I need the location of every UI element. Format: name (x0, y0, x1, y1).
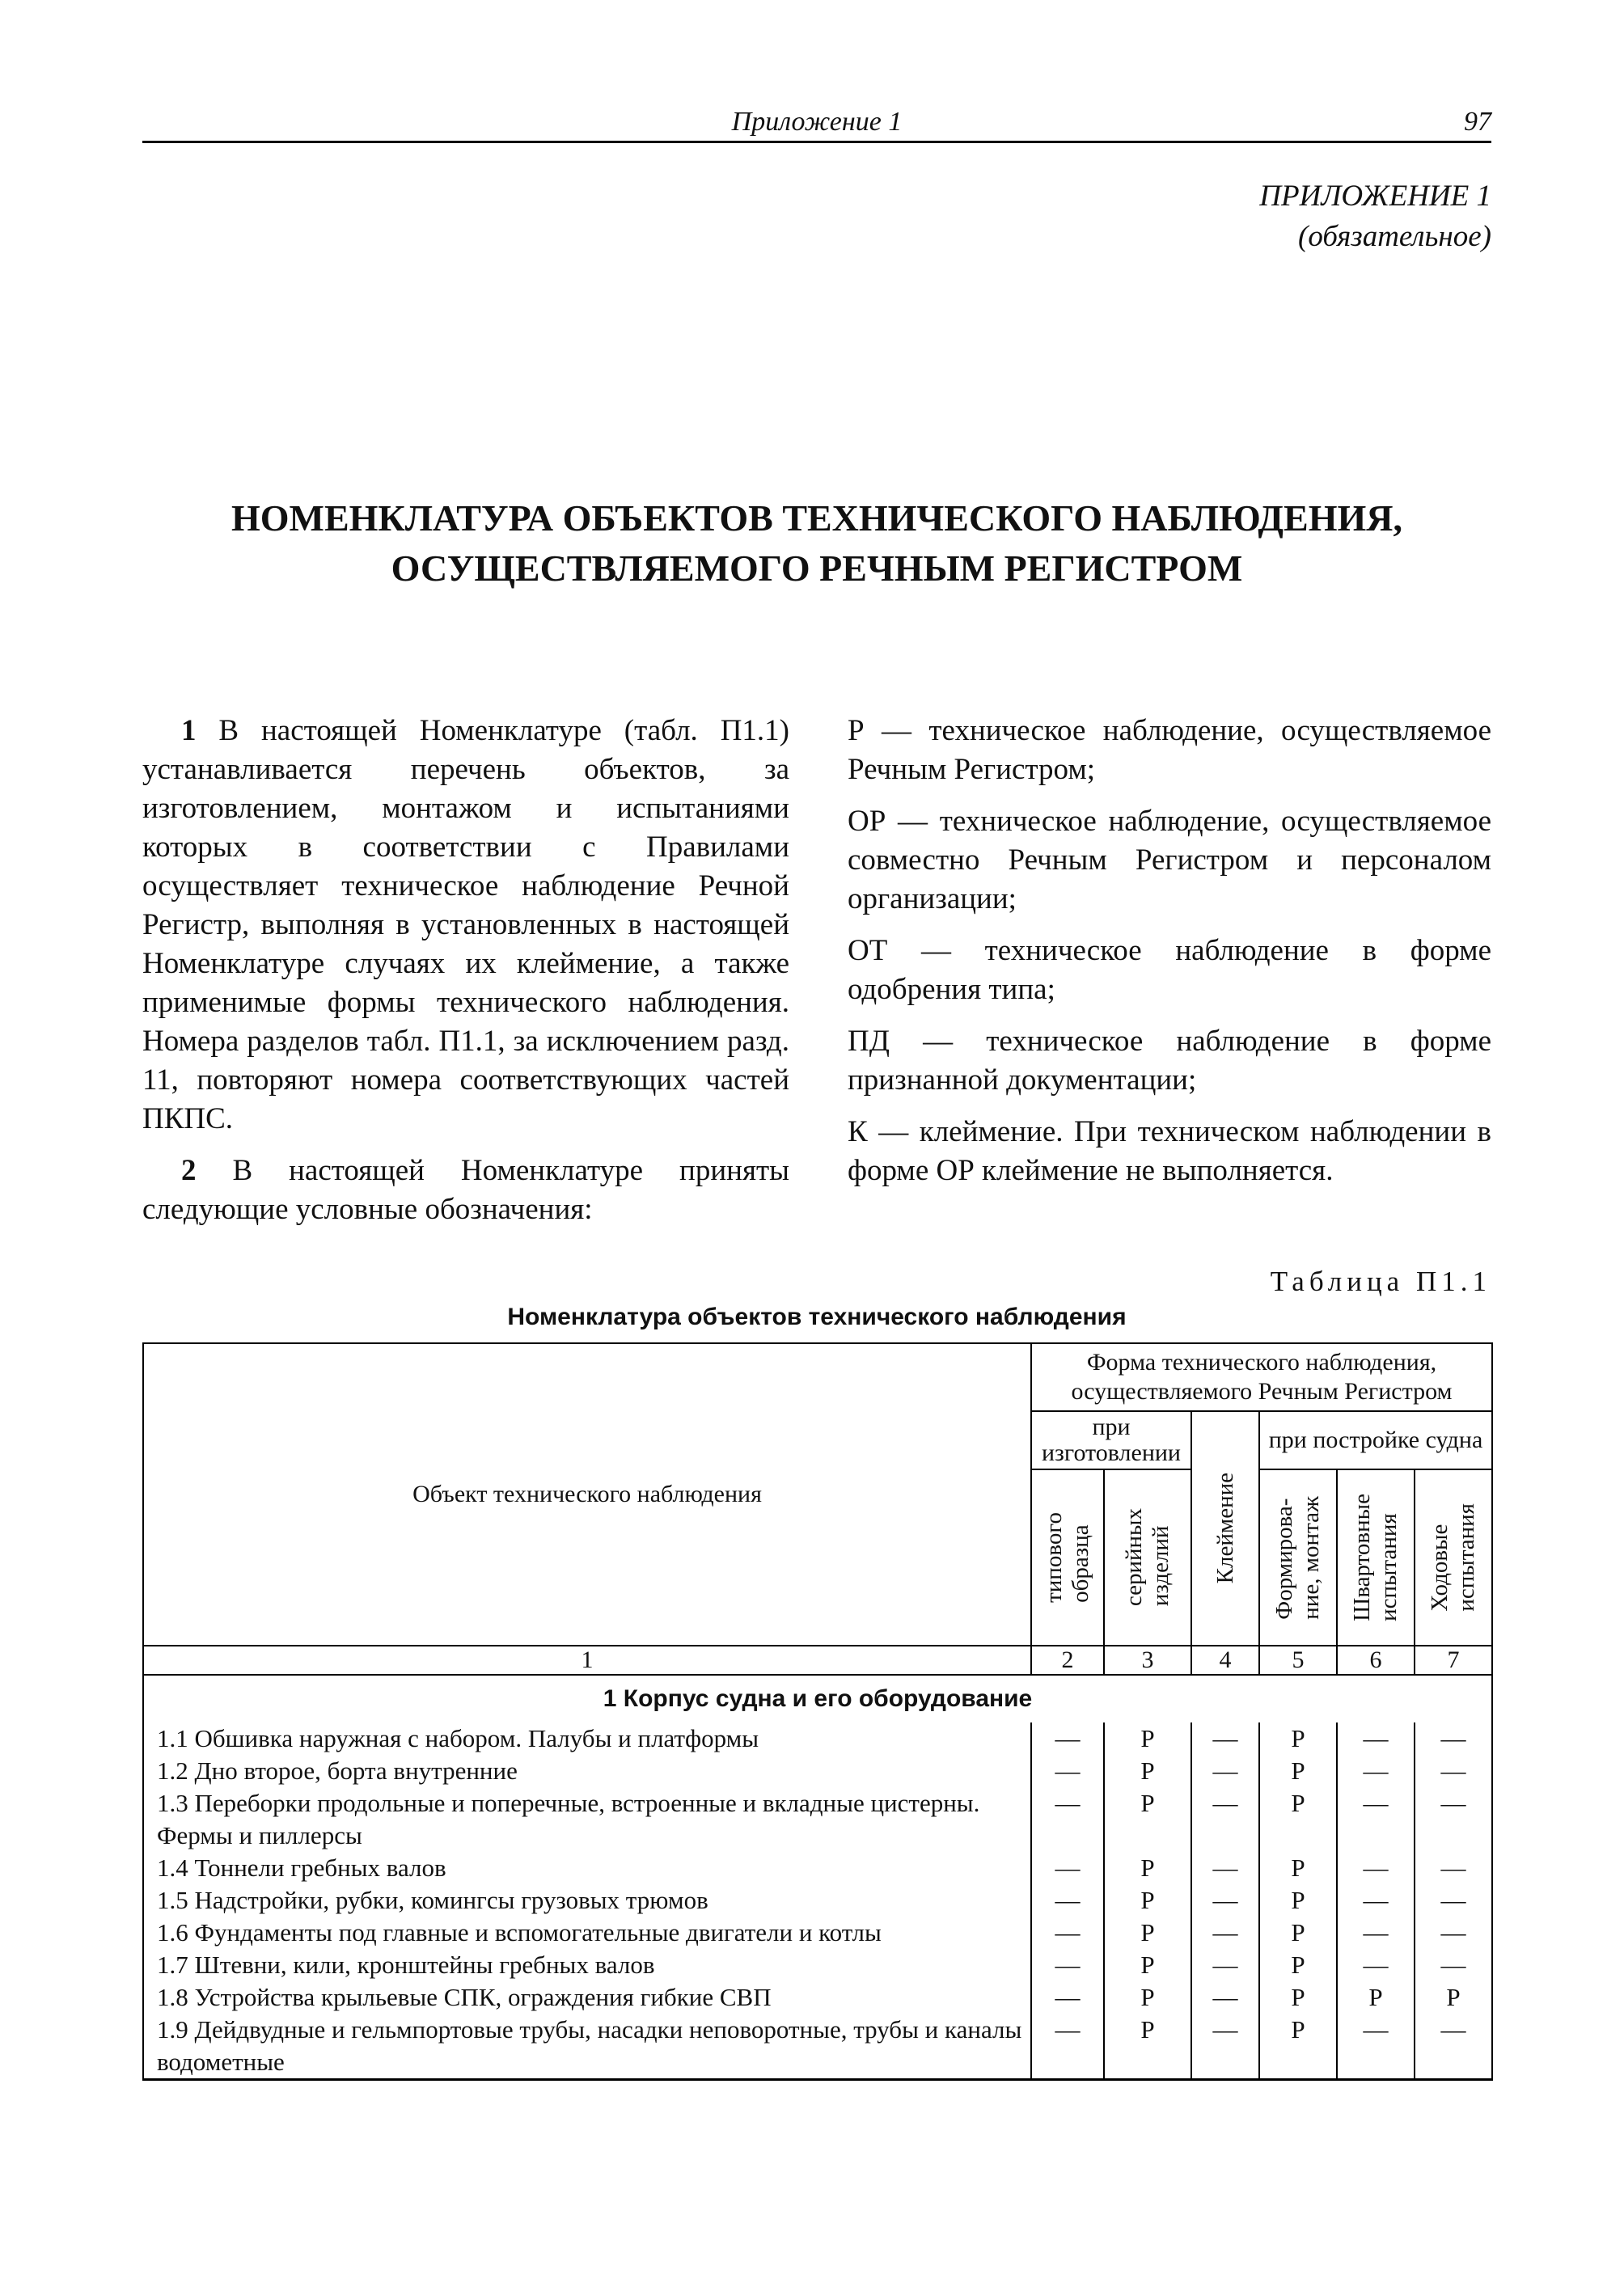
section-title: 1 Корпус судна и его оборудование (143, 1675, 1492, 1722)
table-caption: Номенклатура объектов технического наблюдения (507, 1304, 1127, 1330)
row-cell: Р (1104, 1917, 1191, 1949)
table-row (143, 2014, 1492, 2080)
row-cell: — (1031, 1917, 1104, 1949)
header-mooring: Швартовные испытания (1349, 1494, 1402, 1621)
legend-item: ПД — техническое наблюдение в форме признанной документации; (848, 1025, 1491, 1097)
row-cell: Р (1104, 1981, 1191, 2014)
row-cell: Р (1104, 2014, 1191, 2080)
document-title (142, 493, 1491, 594)
row-cell: Р (1259, 1755, 1337, 1787)
column-number: 1 (143, 1646, 1031, 1675)
table-row (143, 1852, 1492, 1884)
appendix-status: (обязательное) (1298, 220, 1491, 253)
row-object: 1.2 Дно второе, борта внутренние (143, 1755, 1031, 1787)
table-row (143, 1917, 1492, 1949)
header-form: Форма технического наблюдения, осуществляемого Речным Регистром (1031, 1343, 1492, 1411)
row-cell: Р (1104, 1722, 1191, 1755)
row-object: 1.3 Переборки продольные и поперечные, встроенные и вкладные цистерны. Фермы и пиллерсы (143, 1787, 1031, 1852)
row-cell: — (1031, 1852, 1104, 1884)
header-sea-cell (1415, 1469, 1492, 1646)
running-header-title: Приложение 1 (731, 107, 903, 137)
title-line-1: НОМЕНКЛАТУРА ОБЪЕКТОВ ТЕХНИЧЕСКОГО НАБЛЮДЕНИЯ, (230, 497, 1402, 539)
page-number: 97 (1464, 107, 1491, 137)
row-cell: — (1031, 2014, 1104, 2080)
row-cell: Р (1259, 2014, 1337, 2080)
header-forming: Формирова- ние, монтаж (1271, 1495, 1324, 1620)
appendix-label: ПРИЛОЖЕНИЕ 1 (1259, 180, 1491, 213)
row-cell: Р (1259, 1852, 1337, 1884)
row-cell: — (1031, 1949, 1104, 1981)
appendix-label-block (1259, 176, 1491, 257)
row-cell: — (1337, 1949, 1415, 1981)
header-forming-cell (1259, 1469, 1337, 1646)
header-serial: серийных изделий (1121, 1508, 1174, 1607)
row-cell: — (1415, 2014, 1492, 2080)
row-cell: — (1191, 1852, 1259, 1884)
row-cell: Р (1104, 1787, 1191, 1852)
row-cell: — (1031, 1755, 1104, 1787)
row-object: 1.5 Надстройки, рубки, комингсы грузовых трюмов (143, 1884, 1031, 1917)
right-column (848, 712, 1491, 1203)
row-cell: Р (1259, 1884, 1337, 1917)
row-cell: Р (1415, 1981, 1492, 2014)
row-cell: Р (1259, 1917, 1337, 1949)
row-cell: — (1191, 1722, 1259, 1755)
table-row (143, 1981, 1492, 2014)
header-sea: Ходовые испытания (1427, 1503, 1479, 1612)
row-cell: — (1191, 1917, 1259, 1949)
row-cell: — (1191, 1884, 1259, 1917)
row-cell: — (1415, 1722, 1492, 1755)
header-object: Объект технического наблюдения (143, 1343, 1031, 1646)
row-cell: — (1415, 1949, 1492, 1981)
row-cell: Р (1259, 1949, 1337, 1981)
row-cell: — (1337, 1787, 1415, 1852)
row-cell: — (1337, 2014, 1415, 2080)
row-cell: Р (1259, 1787, 1337, 1852)
row-cell: Р (1104, 1949, 1191, 1981)
row-cell: — (1191, 1949, 1259, 1981)
header-serial-cell (1104, 1469, 1191, 1646)
legend-item: Р — техническое наблюдение, осуществляемое Речным Регистром; (848, 714, 1491, 786)
header-construction: при постройке судна (1259, 1411, 1492, 1469)
column-number: 4 (1191, 1646, 1259, 1675)
row-cell: — (1337, 1852, 1415, 1884)
row-cell: — (1337, 1917, 1415, 1949)
paragraph-1-text: В настоящей Номенклатуре (табл. П1.1) устанавливается перечень объектов, за изготовлением, монтажом и испытаниями которых в соответствии с Правилами осуществляет техническое наблюдение Речной Регистр, выполняя в установленных в настоящей Номенклатуре случаях их клеймение, а также применимые формы технического наблюдения. Номера разделов табл. П1.1, за исключением разд. 11, повторяют номера соответствующих частей ПКПС. (142, 714, 789, 1135)
row-cell: — (1415, 1917, 1492, 1949)
legend-item: ОТ — техническое наблюдение в форме одобрения типа; (848, 934, 1491, 1006)
row-cell: — (1031, 1787, 1104, 1852)
row-cell: Р (1259, 1981, 1337, 2014)
row-cell: — (1191, 1981, 1259, 2014)
header-manufacture: при изготовлении (1031, 1411, 1191, 1469)
row-object: 1.9 Дейдвудные и гельмпортовые трубы, насадки неповоротные, трубы и каналы водометные (143, 2014, 1031, 2080)
row-cell: — (1191, 1787, 1259, 1852)
table-row (143, 1949, 1492, 1981)
table-row (143, 1722, 1492, 1755)
table-row (143, 1755, 1492, 1787)
table-row (143, 1884, 1492, 1917)
row-cell: — (1031, 1722, 1104, 1755)
paragraph-2 (142, 1152, 789, 1229)
column-number: 6 (1337, 1646, 1415, 1675)
row-cell: — (1415, 1787, 1492, 1852)
header-type-sample: типового образца (1041, 1512, 1093, 1603)
column-number: 3 (1104, 1646, 1191, 1675)
left-column (142, 712, 789, 1242)
table-row (143, 1787, 1492, 1852)
header-type-sample-cell (1031, 1469, 1104, 1646)
paragraph-1 (142, 712, 789, 1139)
row-cell: Р (1104, 1852, 1191, 1884)
row-cell: — (1337, 1755, 1415, 1787)
row-object: 1.1 Обшивка наружная с набором. Палубы и платформы (143, 1722, 1031, 1755)
table-label: Таблица П1.1 (1270, 1266, 1491, 1297)
column-number: 7 (1415, 1646, 1492, 1675)
legend-item: К — клеймение. При техническом наблюдении в форме ОР клеймение не выполняется. (848, 1115, 1491, 1187)
row-cell: Р (1259, 1722, 1337, 1755)
row-cell: — (1415, 1755, 1492, 1787)
header-marking-cell (1191, 1411, 1259, 1646)
row-cell: — (1415, 1852, 1492, 1884)
row-cell: — (1191, 2014, 1259, 2080)
column-number: 5 (1259, 1646, 1337, 1675)
row-cell: — (1337, 1884, 1415, 1917)
legend-item: ОР — техническое наблюдение, осуществляемое совместно Речным Регистром и персоналом организации; (848, 805, 1491, 915)
row-cell: — (1191, 1755, 1259, 1787)
row-object: 1.7 Штевни, кили, кронштейны гребных валов (143, 1949, 1031, 1981)
title-line-2: ОСУЩЕСТВЛЯЕМОГО РЕЧНЫМ РЕГИСТРОМ (391, 547, 1243, 589)
row-object: 1.8 Устройства крыльевые СПК, ограждения гибкие СВП (143, 1981, 1031, 2014)
running-header (142, 107, 1491, 143)
row-cell: — (1031, 1981, 1104, 2014)
header-marking: Клеймение (1212, 1473, 1238, 1584)
paragraph-1-number: 1 (181, 714, 197, 747)
row-cell: Р (1104, 1755, 1191, 1787)
row-cell: Р (1337, 1981, 1415, 2014)
column-number: 2 (1031, 1646, 1104, 1675)
row-cell: — (1415, 1884, 1492, 1917)
row-cell: Р (1104, 1884, 1191, 1917)
paragraph-2-number: 2 (181, 1154, 197, 1187)
header-mooring-cell (1337, 1469, 1415, 1646)
nomenclature-table (142, 1342, 1493, 2081)
row-cell: — (1031, 1884, 1104, 1917)
row-cell: — (1337, 1722, 1415, 1755)
row-object: 1.4 Тоннели гребных валов (143, 1852, 1031, 1884)
row-object: 1.6 Фундаменты под главные и вспомогательные двигатели и котлы (143, 1917, 1031, 1949)
paragraph-2-text: В настоящей Номенклатуре приняты следующие условные обозначения: (142, 1154, 789, 1226)
